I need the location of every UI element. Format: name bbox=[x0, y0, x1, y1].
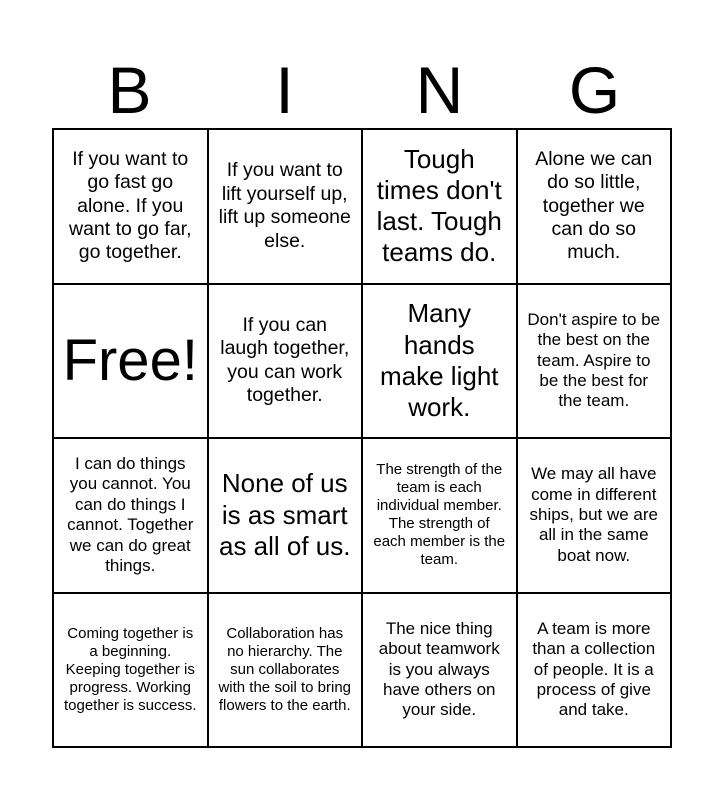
cell-text: Tough times don't last. Tough teams do. bbox=[376, 143, 502, 268]
bingo-cell-r1c3[interactable] bbox=[363, 130, 518, 285]
bingo-cell-r3c3[interactable] bbox=[363, 439, 518, 594]
cell-text: Alone we can do so little, together we can do so much. bbox=[535, 147, 653, 264]
bingo-cell-r3c4[interactable] bbox=[518, 439, 673, 594]
cell-text: A team is more than a collection of people. It is a process of give and take. bbox=[532, 618, 656, 720]
cell-text: If you want to go fast go alone. If you want to go far, go together. bbox=[69, 147, 192, 264]
cell-text: If you want to lift yourself up, lift up someone else. bbox=[218, 159, 351, 252]
cell-text: The nice thing about teamwork is you always have others on your side. bbox=[378, 618, 500, 720]
cell-text: If you can laugh together, you can work together. bbox=[220, 313, 350, 407]
cell-text: We may all have come in different ships, but we are all in the same boat now. bbox=[529, 464, 658, 565]
cell-text: Many hands make light work. bbox=[380, 298, 499, 422]
bingo-cell-r1c2[interactable] bbox=[209, 130, 364, 285]
header-letter-i: I bbox=[275, 53, 294, 127]
bingo-cell-r4c3[interactable] bbox=[363, 594, 518, 749]
bingo-cell-r4c1[interactable] bbox=[54, 594, 209, 749]
bingo-board bbox=[52, 128, 672, 748]
header-letter-g: G bbox=[568, 53, 621, 127]
bingo-cell-free[interactable] bbox=[54, 285, 209, 440]
cell-text: I can do things you cannot. You can do things I cannot. Together we can do great things. bbox=[67, 454, 194, 576]
bingo-cell-r1c4[interactable] bbox=[518, 130, 673, 285]
bingo-cell-r2c4[interactable] bbox=[518, 285, 673, 440]
cell-text: The strength of the team is each individual member. The strength of each member is the team. bbox=[373, 461, 506, 569]
cell-text: Don't aspire to be the best on the team. Aspire to be the best for the team. bbox=[527, 309, 661, 411]
bingo-header bbox=[52, 50, 672, 128]
bingo-cell-r3c1[interactable] bbox=[54, 439, 209, 594]
cell-text: None of us is as smart as all of us. bbox=[218, 468, 351, 561]
header-letter-b: B bbox=[107, 53, 152, 127]
bingo-cell-r2c3[interactable] bbox=[363, 285, 518, 440]
bingo-cell-r3c2[interactable] bbox=[209, 439, 364, 594]
bingo-cell-r4c4[interactable] bbox=[518, 594, 673, 749]
free-space-text: Free! bbox=[62, 327, 198, 393]
cell-text: Coming together is a beginning. Keeping together is progress. Working together is success. bbox=[63, 624, 197, 714]
header-letter-n: N bbox=[415, 53, 464, 127]
cell-text: Collaboration has no hierarchy. The sun collaborates with the soil to bring flowers to the earth. bbox=[218, 624, 352, 714]
bingo-cell-r1c1[interactable] bbox=[54, 130, 209, 285]
bingo-cell-r2c2[interactable] bbox=[209, 285, 364, 440]
bingo-cell-r4c2[interactable] bbox=[209, 594, 364, 749]
